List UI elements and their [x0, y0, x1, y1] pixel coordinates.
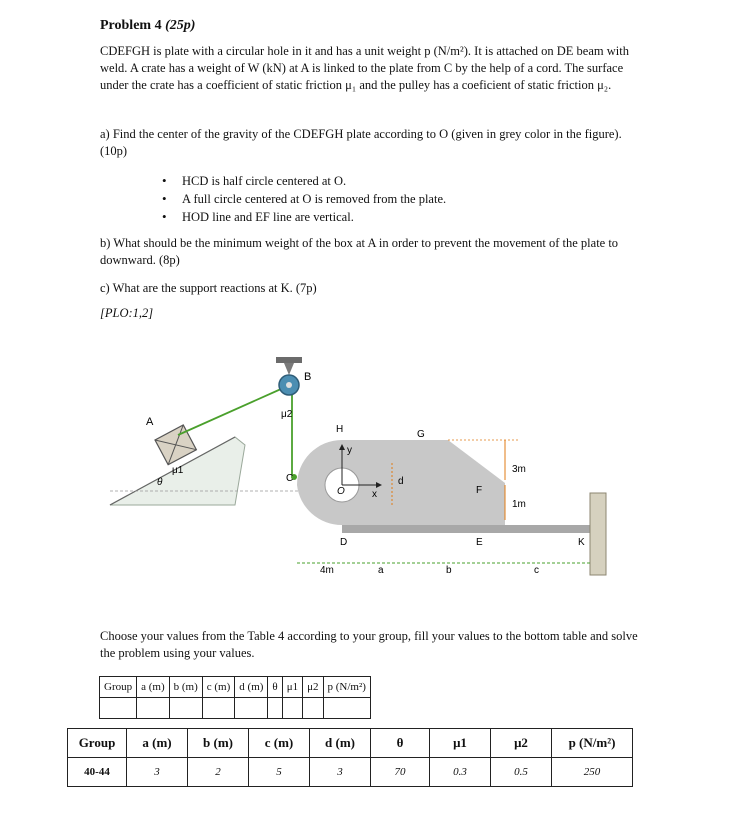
- cord-segment-crate: [178, 389, 281, 435]
- list-item: • HOD line and EF line are vertical.: [162, 208, 446, 226]
- pulley-support: [276, 357, 302, 363]
- table-header: μ2: [491, 729, 552, 758]
- value-cell: 3: [310, 758, 371, 787]
- value-cell: 0.3: [430, 758, 491, 787]
- table-header: p (N/m²): [552, 729, 633, 758]
- label-H: H: [336, 424, 344, 435]
- label-a: a: [378, 565, 384, 576]
- label-mu2: μ2: [281, 409, 293, 420]
- blank-cell[interactable]: [235, 698, 268, 719]
- label-3m: 3m: [512, 464, 526, 475]
- blank-cell[interactable]: [100, 698, 137, 719]
- label-K: K: [578, 537, 585, 548]
- table-header: μ2: [303, 677, 323, 698]
- label-B: B: [304, 371, 312, 383]
- table-header: θ: [371, 729, 430, 758]
- list-item: • A full circle centered at O is removed from the plate.: [162, 190, 446, 208]
- table-header: c (m): [202, 677, 235, 698]
- label-A: A: [146, 416, 154, 428]
- table-row: [100, 677, 371, 698]
- table-header: c (m): [249, 729, 310, 758]
- crate-icon: [155, 425, 196, 465]
- label-4m: 4m: [320, 565, 334, 576]
- label-c: c: [534, 565, 539, 576]
- table-header: b (m): [169, 677, 202, 698]
- table-header: d (m): [235, 677, 268, 698]
- label-d: d: [398, 476, 404, 487]
- label-b: b: [446, 565, 452, 576]
- label-D: D: [340, 537, 348, 548]
- table-header: a (m): [127, 729, 188, 758]
- value-cell: 2: [188, 758, 249, 787]
- table-row: [100, 698, 371, 719]
- wall-support: [590, 493, 606, 575]
- blank-cell[interactable]: [202, 698, 235, 719]
- plo-tag: [PLO:1,2]: [100, 306, 154, 320]
- table-header: μ1: [282, 677, 302, 698]
- group-cell: 40-44: [68, 758, 127, 787]
- blank-cell[interactable]: [137, 698, 170, 719]
- value-cell: 5: [249, 758, 310, 787]
- label-theta: θ: [157, 477, 163, 488]
- problem-title: [100, 18, 195, 34]
- label-1m: 1m: [512, 499, 526, 510]
- table-header: Group: [100, 677, 137, 698]
- blank-values-table: [99, 676, 371, 719]
- label-F: F: [476, 485, 483, 496]
- problem-title-main: Problem 4: [100, 18, 162, 33]
- table-header: μ1: [430, 729, 491, 758]
- list-item: • HCD is half circle centered at O.: [162, 172, 446, 190]
- group-values-table: [67, 728, 633, 787]
- label-O: O: [337, 486, 345, 497]
- part-a-text: a) Find the center of the gravity of the CDEFGH plate according to O (given in grey color in the figure). (10p): [100, 127, 622, 158]
- value-cell: 250: [552, 758, 633, 787]
- blank-cell[interactable]: [268, 698, 282, 719]
- blank-cell[interactable]: [169, 698, 202, 719]
- blank-cell[interactable]: [323, 698, 370, 719]
- problem-title-points: (25p): [165, 18, 196, 33]
- table-header: a (m): [137, 677, 170, 698]
- table-header: θ: [268, 677, 282, 698]
- table-header: b (m): [188, 729, 249, 758]
- mechanics-figure: [0, 345, 736, 585]
- table-header: Group: [68, 729, 127, 758]
- table-header: d (m): [310, 729, 371, 758]
- instructions-text: Choose your values from the Table 4 according to your group, fill your values to the bottom table and solve the problem using your values.: [100, 629, 638, 660]
- part-c-text: c) What are the support reactions at K. (7p): [100, 281, 317, 295]
- label-x: x: [372, 489, 377, 500]
- label-mu1: μ1: [172, 465, 184, 476]
- assumption-list: [162, 172, 446, 226]
- problem-intro: CDEFGH is plate with a circular hole in it and has a unit weight p (N/m²). It is attached on DE beam with weld. A crate has a weight of W (kN) at A is linked to the plate from C by the help of a cord. The surface under the crate has a coefficient of static friction μ₁ and the pulley has a coeficient of static friction μ₂.: [100, 44, 629, 92]
- table-row: [68, 758, 633, 787]
- value-cell: 3: [127, 758, 188, 787]
- value-cell: 70: [371, 758, 430, 787]
- pulley-bracket: [284, 363, 294, 375]
- part-b-text: b) What should be the minimum weight of the box at A in order to prevent the movement of the plate to downward. (8p): [100, 236, 619, 267]
- blank-cell[interactable]: [282, 698, 302, 719]
- label-E: E: [476, 537, 483, 548]
- label-C: C: [286, 473, 294, 484]
- table-row: [68, 729, 633, 758]
- beam-de: [342, 525, 590, 533]
- label-G: G: [417, 429, 425, 440]
- pulley-hub: [286, 382, 292, 388]
- label-y: y: [347, 445, 352, 456]
- value-cell: 0.5: [491, 758, 552, 787]
- table-header: p (N/m²): [323, 677, 370, 698]
- blank-cell[interactable]: [303, 698, 323, 719]
